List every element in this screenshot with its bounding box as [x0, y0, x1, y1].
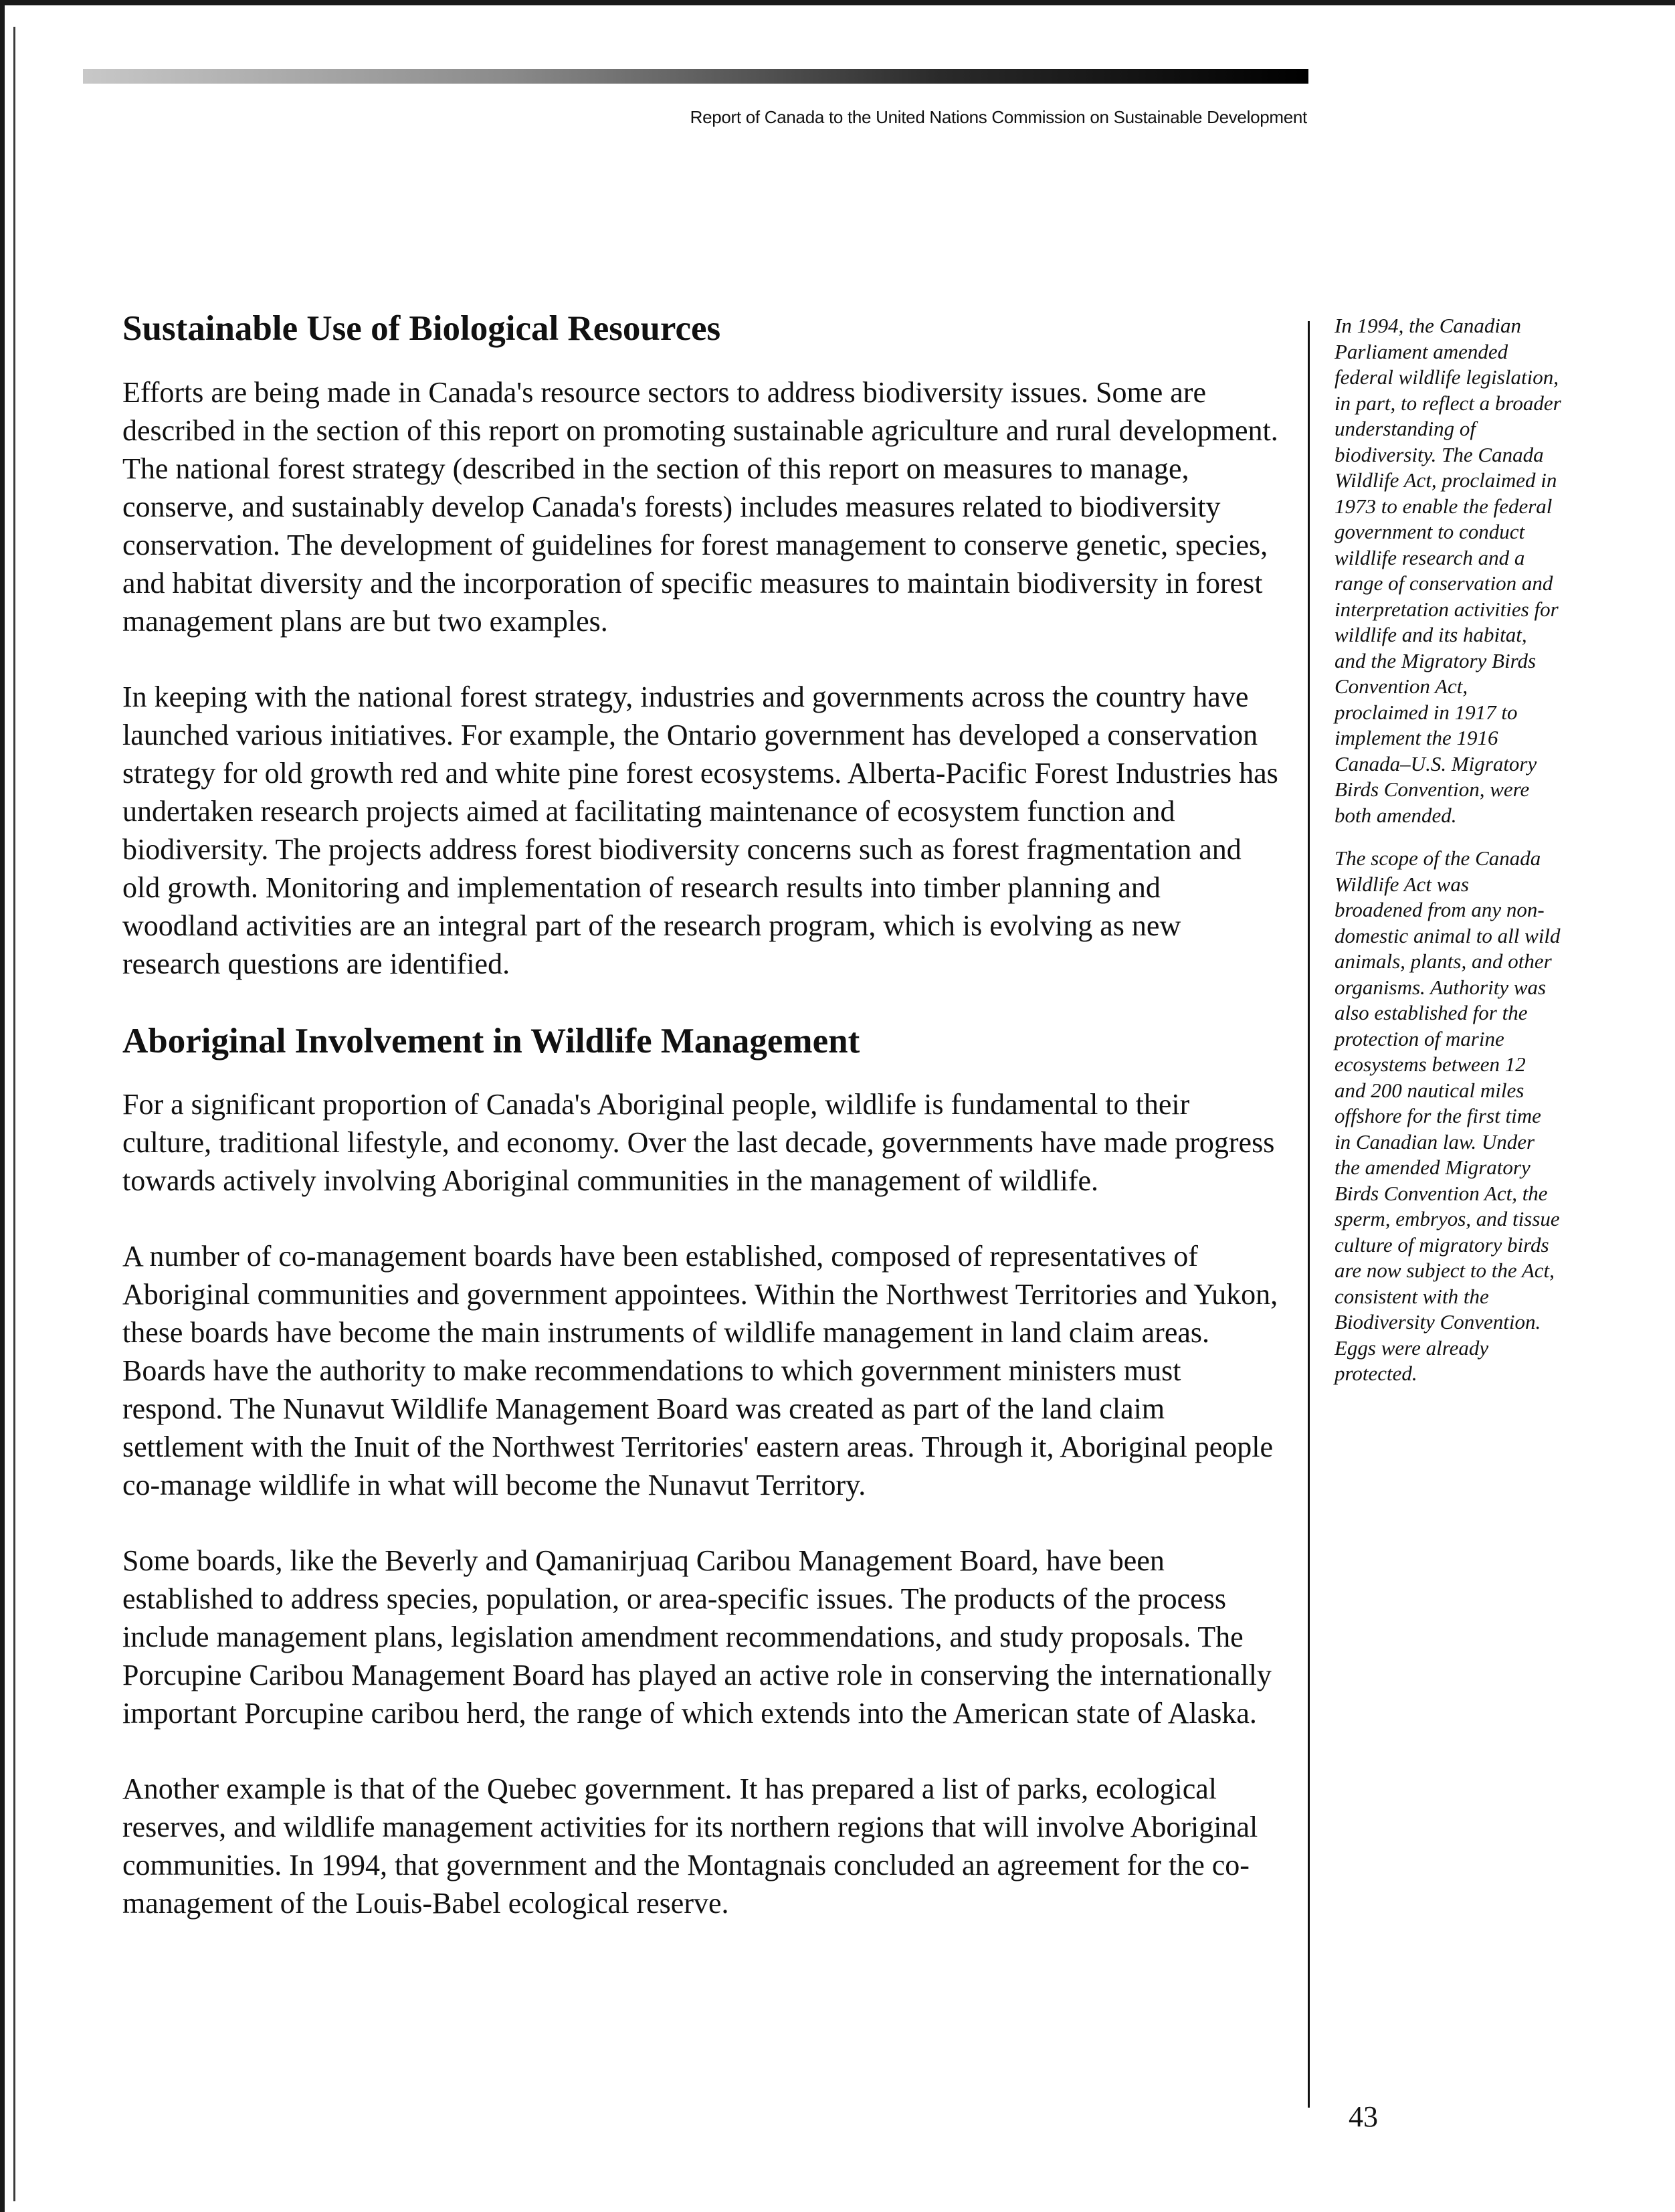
margin-rule [1308, 321, 1310, 2108]
scan-left-edge [0, 0, 5, 2212]
header-bar [83, 69, 1308, 84]
section-heading-aboriginal-involvement: Aboriginal Involvement in Wildlife Management [122, 1021, 860, 1061]
scan-top-edge [0, 0, 1675, 5]
paragraph: A number of co-management boards have been established, composed of representatives of Aboriginal communities and government appointees. Within the Northwest Territories and Yukon, these boards have become the main instruments of wildlife management in land claim areas. Boards have the authority to make recommendations to which government ministers must respond. The Nunavut Wildlife Management Board was created as part of the land claim settlement with the Inuit of the Northwest Territories' eastern areas. Through it, Aboriginal people co-manage wildlife in what will become the Nunavut Territory. [122, 1240, 1278, 1502]
paragraph: For a significant proportion of Canada's Aboriginal people, wildlife is fundamental to their culture, traditional lifestyle, and economy. Over the last decade, governments have made progress towards actively involving Aboriginal communities in the management of wildlife. [122, 1088, 1275, 1198]
page-number: 43 [1349, 2100, 1378, 2133]
scan-left-line [13, 27, 15, 2201]
paragraph: In keeping with the national forest strategy, industries and governments across the country have launched various initiatives. For example, the Ontario government has developed a conservation strategy for old growth red and white pine forest ecosystems. Alberta-Pacific Forest Industries has undertaken research projects aimed at facilitating maintenance of ecosystem function and biodiversity. The projects address forest biodiversity concerns such as forest fragmentation and old growth. Monitoring and implementation of research results into timber planning and woodland activities are an integral part of the research program, which is evolving as new research questions are identified. [122, 680, 1278, 980]
paragraph: Another example is that of the Quebec government. It has prepared a list of parks, ecological reserves, and wildlife management activities for its northern regions that will involve Aboriginal communities. In 1994, that government and the Montagnais concluded an agreement for the co-management of the Louis-Babel ecological reserve. [122, 1772, 1258, 1920]
paragraph: Efforts are being made in Canada's resource sectors to address biodiversity issues. Some are described in the section of this report on promoting sustainable agriculture and rural development. The national forest strategy (described in the section of this report on measures to manage, conserve, and sustainably develop Canada's forests) includes measures related to biodiversity conservation. The development of guidelines for forest management to conserve genetic, species, and habitat diversity and the incorporation of specific measures to maintain biodiversity in forest management plans are but two examples. [122, 375, 1278, 638]
margin-note: The scope of the Canada Wildlife Act was broadened from any non-domestic animal to all wild animals, plants, and other organisms. Authority was also established for the protection of marine ecosystems between 12 and 200 nautical miles offshore for the first time in Canadian law. Under the amended Migratory Birds Convention Act, the sperm, embryos, and tissue culture of migratory birds are now subject to the Act, consistent with the Biodiversity Convention. Eggs were already protected. [1335, 846, 1561, 1385]
margin-notes [1335, 313, 1562, 1404]
paragraph: Some boards, like the Beverly and Qamanirjuaq Caribou Management Board, have been established to address species, population, or area-specific issues. The products of the process include management plans, legislation amendment recommendations, and study proposals. The Porcupine Caribou Management Board has played an active role in conserving the internationally important Porcupine caribou herd, the range of which extends into the American state of Alaska. [122, 1544, 1272, 1730]
margin-note: In 1994, the Canadian Parliament amended federal wildlife legislation, in part, to reflect a broader understanding of biodiversity. The Canada Wildlife Act, proclaimed in 1973 to enable the federal government to conduct wildlife research and a range of conservation and interpretation activities for wildlife and its habitat, and the Migratory Birds Convention Act, proclaimed in 1917 to implement the 1916 Canada–U.S. Migratory Birds Convention, were both amended. [1335, 314, 1561, 827]
running-head: Report of Canada to the United Nations Commission on Sustainable Development [690, 107, 1307, 127]
section-heading-biological-resources: Sustainable Use of Biological Resources [122, 309, 721, 348]
main-content [122, 308, 1283, 1960]
